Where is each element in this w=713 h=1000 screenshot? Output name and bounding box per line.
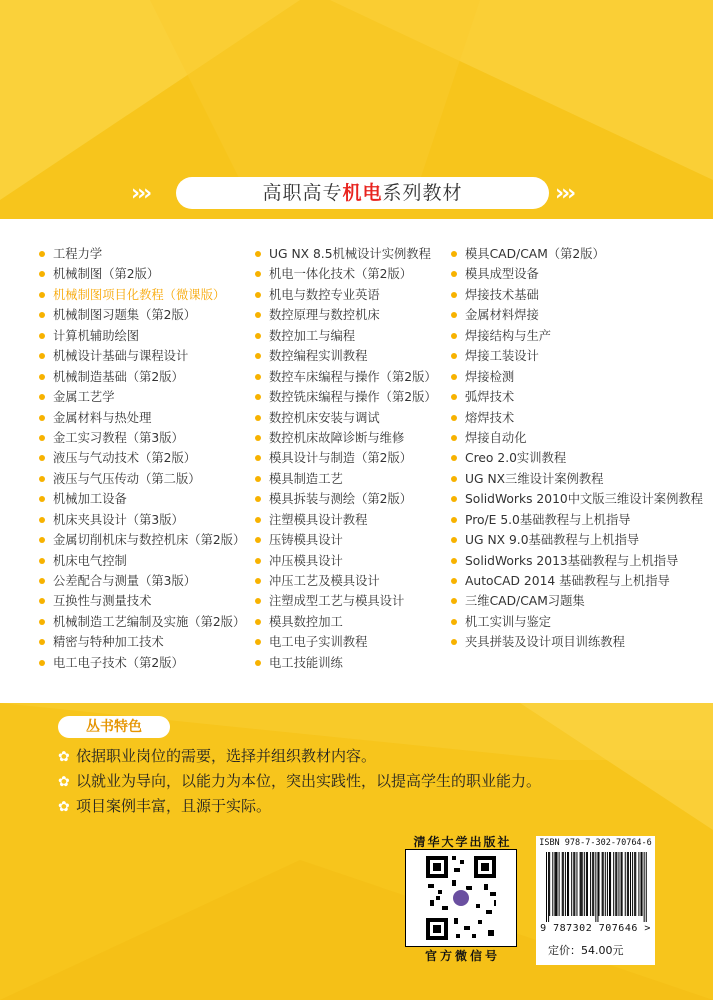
book-title: Pro/E 5.0基础教程与上机指导 xyxy=(451,510,703,530)
book-title: AutoCAD 2014 基础教程与上机指导 xyxy=(451,571,703,591)
book-title: 焊接检测 xyxy=(451,367,703,387)
feature-text: 以就业为导向，以能力为本位，突出实践性，以提高学生的职业能力。 xyxy=(76,772,542,790)
book-column-3 xyxy=(451,244,703,653)
book-title: SolidWorks 2013基础教程与上机指导 xyxy=(451,551,703,571)
book-title: 工程力学 xyxy=(39,244,245,264)
feature-text: 依据职业岗位的需要，选择并组织教材内容。 xyxy=(76,747,377,765)
isbn-barcode-box xyxy=(536,836,655,965)
book-title: 电工技能训练 xyxy=(255,653,437,673)
book-title: 焊接工装设计 xyxy=(451,346,703,366)
book-title: 机械制造工艺编制及实施（第2版） xyxy=(39,612,245,632)
book-title: 机械制图习题集（第2版） xyxy=(39,305,245,325)
book-title: 夹具拼装及设计项目训练教程 xyxy=(451,632,703,652)
book-title: 数控机床故障诊断与维修 xyxy=(255,428,437,448)
publisher-name: 清华大学出版社 xyxy=(413,835,512,849)
book-title: 弧焊技术 xyxy=(451,387,703,407)
book-title: 数控机床安装与调试 xyxy=(255,408,437,428)
book-title: UG NX 9.0基础教程与上机指导 xyxy=(451,530,703,550)
book-title: 金属切削机床与数控机床（第2版） xyxy=(39,530,245,550)
book-title: 机械设计基础与课程设计 xyxy=(39,346,245,366)
book-title: 焊接自动化 xyxy=(451,428,703,448)
book-title: 模具拆装与测绘（第2版） xyxy=(255,489,437,509)
book-title: 机电一体化技术（第2版） xyxy=(255,264,437,284)
book-title: 机械制图（第2版） xyxy=(39,264,245,284)
book-title: 熔焊技术 xyxy=(451,408,703,428)
book-title: SolidWorks 2010中文版三维设计案例教程 xyxy=(451,489,703,509)
features-title: 丛书特色 xyxy=(58,716,170,738)
series-title-prefix: 高职高专 xyxy=(262,182,343,204)
book-title: Creo 2.0实训教程 xyxy=(451,448,703,468)
qr-code xyxy=(405,849,517,947)
series-title-highlight: 机电 xyxy=(342,182,383,204)
book-title: 机械制造基础（第2版） xyxy=(39,367,245,387)
book-title: 数控铣床编程与操作（第2版） xyxy=(255,387,437,407)
book-title: 数控编程实训教程 xyxy=(255,346,437,366)
book-list-panel xyxy=(0,219,713,703)
left-chevron-icon: ››› xyxy=(131,181,150,206)
book-title: 精密与特种加工技术 xyxy=(39,632,245,652)
feature-item xyxy=(58,794,541,819)
book-title: 冲压模具设计 xyxy=(255,551,437,571)
book-title: UG NX 8.5机械设计实例教程 xyxy=(255,244,437,264)
feature-text: 项目案例丰富，且源于实际。 xyxy=(76,797,272,815)
book-title: 模具成型设备 xyxy=(451,264,703,284)
book-title: 金工实习教程（第3版） xyxy=(39,428,245,448)
book-title: 电工电子实训教程 xyxy=(255,632,437,652)
series-title-suffix: 系列教材 xyxy=(382,182,463,204)
book-title: 电工电子技术（第2版） xyxy=(39,653,245,673)
book-title: 机床夹具设计（第3版） xyxy=(39,510,245,530)
book-column-2 xyxy=(255,244,437,673)
book-title: 机工实训与鉴定 xyxy=(451,612,703,632)
book-title: 液压与气动技术（第2版） xyxy=(39,448,245,468)
book-title: 机械制图项目化教程（微课版） xyxy=(39,285,245,305)
features-list xyxy=(58,744,541,819)
book-title: 冲压工艺及模具设计 xyxy=(255,571,437,591)
book-column-1 xyxy=(39,244,245,673)
book-title: 焊接结构与生产 xyxy=(451,326,703,346)
right-chevron-icon: ››› xyxy=(555,181,574,206)
book-title: 机床电气控制 xyxy=(39,551,245,571)
book-title: UG NX三维设计案例教程 xyxy=(451,469,703,489)
book-title: 金属工艺学 xyxy=(39,387,245,407)
book-title: 计算机辅助绘图 xyxy=(39,326,245,346)
wechat-label: 官方微信号 xyxy=(424,949,500,963)
book-title: 压铸模具设计 xyxy=(255,530,437,550)
book-title: 金属材料焊接 xyxy=(451,305,703,325)
flower-icon: ✿ xyxy=(58,774,70,790)
book-title: 液压与气压传动（第二版） xyxy=(39,469,245,489)
price: 定价：54.00元 xyxy=(548,944,624,957)
barcode-icon xyxy=(542,852,649,922)
book-title: 数控原理与数控机床 xyxy=(255,305,437,325)
flower-icon: ✿ xyxy=(58,749,70,765)
book-title: 注塑模具设计教程 xyxy=(255,510,437,530)
feature-item xyxy=(58,744,541,769)
flower-icon: ✿ xyxy=(58,799,70,815)
book-title: 模具数控加工 xyxy=(255,612,437,632)
book-title: 注塑成型工艺与模具设计 xyxy=(255,591,437,611)
book-title: 机械加工设备 xyxy=(39,489,245,509)
book-title: 模具制造工艺 xyxy=(255,469,437,489)
book-title: 三维CAD/CAM习题集 xyxy=(451,591,703,611)
book-title: 焊接技术基础 xyxy=(451,285,703,305)
book-title: 金属材料与热处理 xyxy=(39,408,245,428)
qr-code-icon xyxy=(406,850,516,946)
book-title: 模具CAD/CAM（第2版） xyxy=(451,244,703,264)
book-title: 数控加工与编程 xyxy=(255,326,437,346)
series-title xyxy=(176,177,549,209)
series-title-bar xyxy=(176,177,549,209)
book-title: 公差配合与测量（第3版） xyxy=(39,571,245,591)
feature-item xyxy=(58,769,541,794)
book-title: 模具设计与制造（第2版） xyxy=(255,448,437,468)
book-title: 互换性与测量技术 xyxy=(39,591,245,611)
isbn-number: ISBN 978-7-302-70764-6 xyxy=(539,838,652,848)
book-title: 机电与数控专业英语 xyxy=(255,285,437,305)
barcode-digits: 9 787302 707646 > xyxy=(540,923,651,934)
book-title: 数控车床编程与操作（第2版） xyxy=(255,367,437,387)
